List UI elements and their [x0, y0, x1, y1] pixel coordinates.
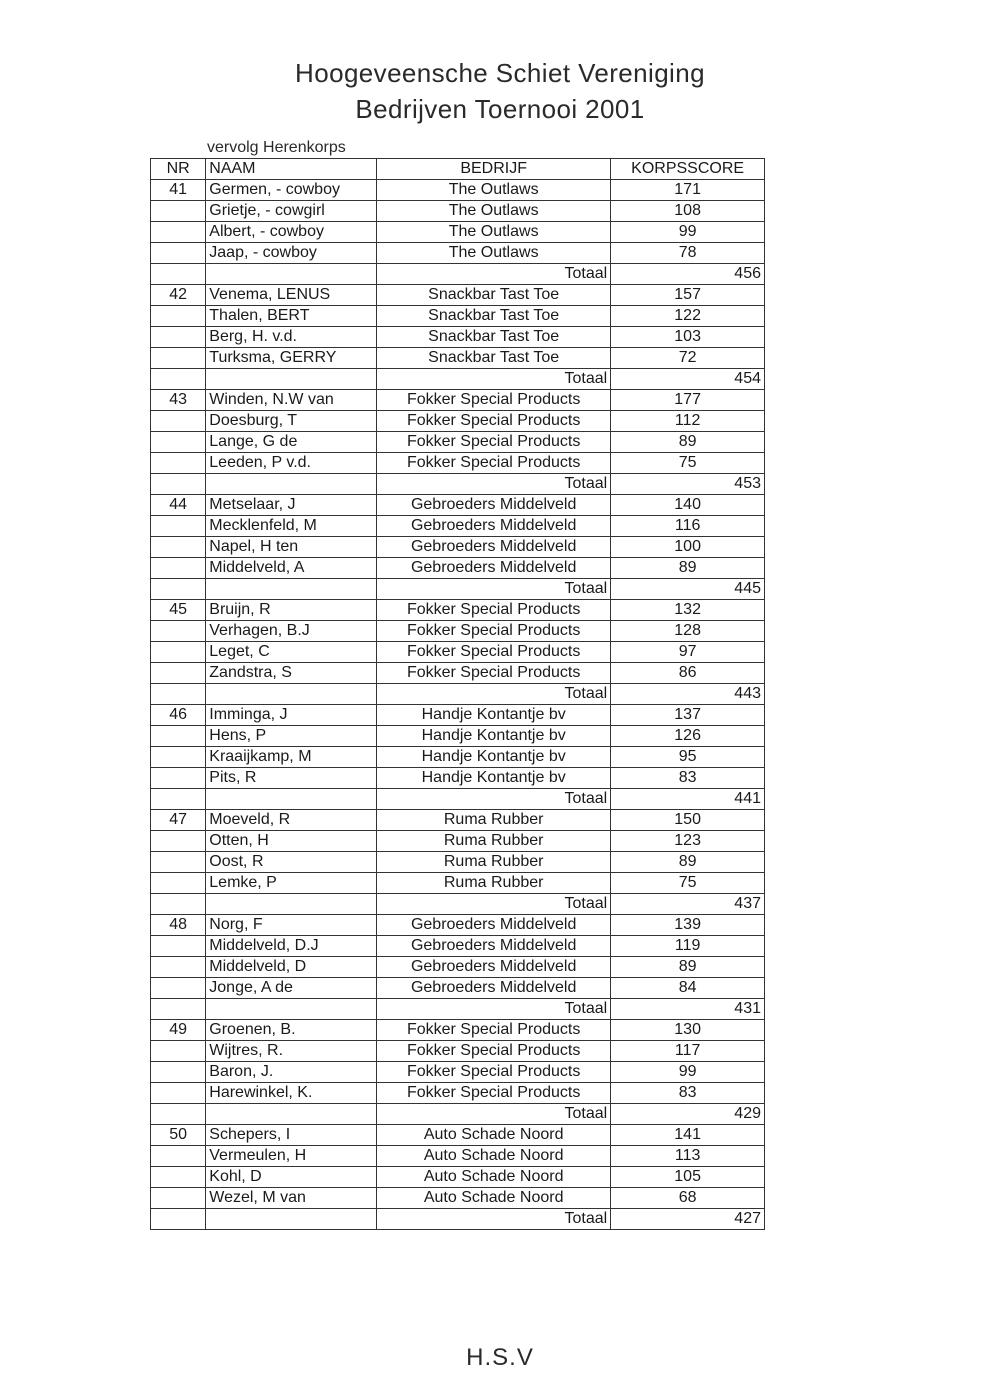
team-number [151, 957, 206, 978]
member-name: Kohl, D [206, 1167, 377, 1188]
table-row [151, 831, 765, 852]
column-header-korpsscore: KORPSSCORE [611, 159, 765, 180]
member-name: Turksma, GERRY [206, 348, 377, 369]
empty-cell [206, 474, 377, 495]
team-number [151, 1146, 206, 1167]
table-row [151, 1146, 765, 1167]
member-name: Lemke, P [206, 873, 377, 894]
member-company: The Outlaws [377, 222, 611, 243]
empty-cell [151, 684, 206, 705]
member-name: Middelveld, D [206, 957, 377, 978]
member-name: Mecklenfeld, M [206, 516, 377, 537]
team-number [151, 1188, 206, 1209]
table-row [151, 621, 765, 642]
table-row [151, 642, 765, 663]
column-header-nr: NR [151, 159, 206, 180]
member-company: Fokker Special Products [377, 432, 611, 453]
member-score: 140 [611, 495, 765, 516]
team-number [151, 663, 206, 684]
table-row [151, 516, 765, 537]
team-number: 43 [151, 390, 206, 411]
table-row [151, 726, 765, 747]
team-number [151, 537, 206, 558]
team-number [151, 1062, 206, 1083]
member-score: 68 [611, 1188, 765, 1209]
footer-initials: H.S.V [466, 1344, 534, 1371]
member-score: 89 [611, 558, 765, 579]
table-row [151, 873, 765, 894]
team-number [151, 411, 206, 432]
table-row [151, 222, 765, 243]
member-company: Gebroeders Middelveld [377, 957, 611, 978]
team-number [151, 348, 206, 369]
empty-cell [151, 1104, 206, 1125]
member-company: Fokker Special Products [377, 411, 611, 432]
member-name: Pits, R [206, 768, 377, 789]
member-company: Gebroeders Middelveld [377, 495, 611, 516]
team-number [151, 642, 206, 663]
member-name: Norg, F [206, 915, 377, 936]
score-table-body [151, 180, 765, 1230]
member-score: 105 [611, 1167, 765, 1188]
member-company: Fokker Special Products [377, 1041, 611, 1062]
team-number [151, 978, 206, 999]
member-name: Otten, H [206, 831, 377, 852]
empty-cell [206, 684, 377, 705]
team-number [151, 306, 206, 327]
empty-cell [206, 1104, 377, 1125]
document-title: Hoogeveensche Schiet Vereniging [295, 58, 705, 88]
team-total: 431 [611, 999, 765, 1020]
member-name: Zandstra, S [206, 663, 377, 684]
table-row [151, 180, 765, 201]
member-score: 117 [611, 1041, 765, 1062]
table-row [151, 810, 765, 831]
totaal-label: Totaal [377, 579, 611, 600]
empty-cell [151, 474, 206, 495]
member-name: Middelveld, A [206, 558, 377, 579]
team-number: 47 [151, 810, 206, 831]
member-score: 139 [611, 915, 765, 936]
member-name: Jonge, A de [206, 978, 377, 999]
member-company: Gebroeders Middelveld [377, 936, 611, 957]
member-name: Germen, - cowboy [206, 180, 377, 201]
member-name: Lange, G de [206, 432, 377, 453]
member-name: Imminga, J [206, 705, 377, 726]
team-number: 49 [151, 1020, 206, 1041]
member-score: 78 [611, 243, 765, 264]
member-score: 137 [611, 705, 765, 726]
member-name: Metselaar, J [206, 495, 377, 516]
column-header-naam: NAAM [206, 159, 377, 180]
document-subtitle: Bedrijven Toernooi 2001 [355, 94, 645, 124]
member-name: Baron, J. [206, 1062, 377, 1083]
member-score: 113 [611, 1146, 765, 1167]
member-name: Venema, LENUS [206, 285, 377, 306]
team-number [151, 747, 206, 768]
totaal-label: Totaal [377, 369, 611, 390]
member-name: Berg, H. v.d. [206, 327, 377, 348]
team-total-row [151, 1104, 765, 1125]
team-number [151, 852, 206, 873]
table-row [151, 348, 765, 369]
member-name: Napel, H ten [206, 537, 377, 558]
team-number [151, 726, 206, 747]
member-name: Albert, - cowboy [206, 222, 377, 243]
member-name: Bruijn, R [206, 600, 377, 621]
member-name: Grietje, - cowgirl [206, 201, 377, 222]
totaal-label: Totaal [377, 1209, 611, 1230]
team-total: 454 [611, 369, 765, 390]
member-score: 75 [611, 873, 765, 894]
table-row [151, 1188, 765, 1209]
member-company: Handje Kontantje bv [377, 747, 611, 768]
table-row [151, 663, 765, 684]
team-number [151, 1083, 206, 1104]
team-number [151, 1041, 206, 1062]
member-name: Hens, P [206, 726, 377, 747]
table-row [151, 453, 765, 474]
team-total-row [151, 1209, 765, 1230]
member-score: 83 [611, 768, 765, 789]
member-company: Fokker Special Products [377, 621, 611, 642]
table-row [151, 1062, 765, 1083]
member-score: 86 [611, 663, 765, 684]
member-score: 83 [611, 1083, 765, 1104]
empty-cell [151, 999, 206, 1020]
team-total-row [151, 264, 765, 285]
member-score: 126 [611, 726, 765, 747]
team-number: 46 [151, 705, 206, 726]
member-score: 150 [611, 810, 765, 831]
member-score: 97 [611, 642, 765, 663]
member-score: 141 [611, 1125, 765, 1146]
member-name: Middelveld, D.J [206, 936, 377, 957]
member-company: Gebroeders Middelveld [377, 978, 611, 999]
empty-cell [151, 1209, 206, 1230]
table-row [151, 411, 765, 432]
team-total: 456 [611, 264, 765, 285]
table-row [151, 1125, 765, 1146]
empty-cell [206, 999, 377, 1020]
member-name: Wijtres, R. [206, 1041, 377, 1062]
empty-cell [151, 579, 206, 600]
totaal-label: Totaal [377, 789, 611, 810]
member-company: Gebroeders Middelveld [377, 915, 611, 936]
totaal-label: Totaal [377, 684, 611, 705]
table-row [151, 495, 765, 516]
table-row [151, 705, 765, 726]
table-row [151, 201, 765, 222]
member-company: Auto Schade Noord [377, 1167, 611, 1188]
empty-cell [206, 789, 377, 810]
team-number [151, 453, 206, 474]
member-company: Fokker Special Products [377, 642, 611, 663]
team-number: 42 [151, 285, 206, 306]
member-score: 75 [611, 453, 765, 474]
member-name: Vermeulen, H [206, 1146, 377, 1167]
member-company: Ruma Rubber [377, 873, 611, 894]
team-total: 453 [611, 474, 765, 495]
member-score: 89 [611, 432, 765, 453]
empty-cell [206, 579, 377, 600]
section-label: vervolg Herenkorps [207, 139, 346, 156]
member-company: Handje Kontantje bv [377, 726, 611, 747]
team-number [151, 831, 206, 852]
totaal-label: Totaal [377, 1104, 611, 1125]
table-row [151, 1083, 765, 1104]
team-number [151, 516, 206, 537]
empty-cell [206, 369, 377, 390]
member-name: Schepers, I [206, 1125, 377, 1146]
member-name: Groenen, B. [206, 1020, 377, 1041]
team-number: 44 [151, 495, 206, 516]
member-score: 132 [611, 600, 765, 621]
team-number: 41 [151, 180, 206, 201]
table-row [151, 915, 765, 936]
table-row [151, 600, 765, 621]
team-number [151, 558, 206, 579]
member-score: 89 [611, 957, 765, 978]
team-total: 427 [611, 1209, 765, 1230]
team-total: 441 [611, 789, 765, 810]
team-number [151, 327, 206, 348]
member-company: Auto Schade Noord [377, 1188, 611, 1209]
table-row [151, 957, 765, 978]
member-name: Winden, N.W van [206, 390, 377, 411]
member-company: Snackbar Tast Toe [377, 348, 611, 369]
member-score: 128 [611, 621, 765, 642]
member-company: Handje Kontantje bv [377, 705, 611, 726]
member-score: 108 [611, 201, 765, 222]
member-name: Wezel, M van [206, 1188, 377, 1209]
member-company: Fokker Special Products [377, 1062, 611, 1083]
member-company: Gebroeders Middelveld [377, 516, 611, 537]
team-total: 437 [611, 894, 765, 915]
team-number [151, 621, 206, 642]
table-row [151, 327, 765, 348]
member-score: 123 [611, 831, 765, 852]
team-total-row [151, 369, 765, 390]
empty-cell [151, 264, 206, 285]
team-number [151, 768, 206, 789]
team-total-row [151, 684, 765, 705]
totaal-label: Totaal [377, 999, 611, 1020]
table-row [151, 558, 765, 579]
member-company: Ruma Rubber [377, 831, 611, 852]
table-header-row [151, 159, 765, 180]
team-total: 443 [611, 684, 765, 705]
table-row [151, 1167, 765, 1188]
team-number [151, 432, 206, 453]
member-name: Leeden, P v.d. [206, 453, 377, 474]
team-number [151, 243, 206, 264]
member-company: Fokker Special Products [377, 1083, 611, 1104]
table-row [151, 978, 765, 999]
team-total: 429 [611, 1104, 765, 1125]
member-company: Fokker Special Products [377, 453, 611, 474]
member-company: Handje Kontantje bv [377, 768, 611, 789]
member-company: Auto Schade Noord [377, 1146, 611, 1167]
member-score: 72 [611, 348, 765, 369]
member-score: 84 [611, 978, 765, 999]
member-name: Jaap, - cowboy [206, 243, 377, 264]
member-score: 177 [611, 390, 765, 411]
member-name: Kraaijkamp, M [206, 747, 377, 768]
table-row [151, 306, 765, 327]
member-score: 99 [611, 222, 765, 243]
member-score: 130 [611, 1020, 765, 1041]
empty-cell [206, 894, 377, 915]
table-row [151, 1020, 765, 1041]
table-row [151, 390, 765, 411]
member-company: Fokker Special Products [377, 663, 611, 684]
member-company: Fokker Special Products [377, 390, 611, 411]
table-row [151, 747, 765, 768]
member-score: 119 [611, 936, 765, 957]
table-row [151, 537, 765, 558]
member-score: 157 [611, 285, 765, 306]
member-company: Fokker Special Products [377, 600, 611, 621]
member-company: The Outlaws [377, 180, 611, 201]
totaal-label: Totaal [377, 264, 611, 285]
member-name: Harewinkel, K. [206, 1083, 377, 1104]
column-header-bedrijf: BEDRIJF [377, 159, 611, 180]
empty-cell [151, 789, 206, 810]
member-score: 100 [611, 537, 765, 558]
team-number [151, 936, 206, 957]
member-company: Ruma Rubber [377, 852, 611, 873]
table-row [151, 432, 765, 453]
member-company: Snackbar Tast Toe [377, 285, 611, 306]
team-number [151, 222, 206, 243]
member-name: Leget, C [206, 642, 377, 663]
table-row [151, 285, 765, 306]
member-score: 103 [611, 327, 765, 348]
member-score: 112 [611, 411, 765, 432]
member-company: The Outlaws [377, 243, 611, 264]
table-row [151, 768, 765, 789]
team-number: 48 [151, 915, 206, 936]
member-score: 171 [611, 180, 765, 201]
totaal-label: Totaal [377, 894, 611, 915]
member-score: 99 [611, 1062, 765, 1083]
team-number [151, 873, 206, 894]
member-name: Moeveld, R [206, 810, 377, 831]
member-company: Snackbar Tast Toe [377, 306, 611, 327]
totaal-label: Totaal [377, 474, 611, 495]
team-number: 50 [151, 1125, 206, 1146]
member-company: Gebroeders Middelveld [377, 558, 611, 579]
member-name: Oost, R [206, 852, 377, 873]
member-score: 89 [611, 852, 765, 873]
score-table [150, 158, 765, 1230]
member-company: Gebroeders Middelveld [377, 537, 611, 558]
empty-cell [206, 1209, 377, 1230]
member-company: Fokker Special Products [377, 1020, 611, 1041]
team-total-row [151, 789, 765, 810]
team-total-row [151, 579, 765, 600]
member-score: 95 [611, 747, 765, 768]
team-number [151, 1167, 206, 1188]
member-name: Doesburg, T [206, 411, 377, 432]
table-row [151, 1041, 765, 1062]
table-row [151, 243, 765, 264]
team-total-row [151, 474, 765, 495]
member-score: 116 [611, 516, 765, 537]
team-number [151, 201, 206, 222]
empty-cell [151, 894, 206, 915]
team-total: 445 [611, 579, 765, 600]
member-company: Ruma Rubber [377, 810, 611, 831]
member-company: The Outlaws [377, 201, 611, 222]
team-total-row [151, 999, 765, 1020]
team-number: 45 [151, 600, 206, 621]
member-company: Snackbar Tast Toe [377, 327, 611, 348]
member-name: Thalen, BERT [206, 306, 377, 327]
member-company: Auto Schade Noord [377, 1125, 611, 1146]
team-total-row [151, 894, 765, 915]
table-row [151, 936, 765, 957]
empty-cell [206, 264, 377, 285]
empty-cell [151, 369, 206, 390]
table-row [151, 852, 765, 873]
member-score: 122 [611, 306, 765, 327]
member-name: Verhagen, B.J [206, 621, 377, 642]
